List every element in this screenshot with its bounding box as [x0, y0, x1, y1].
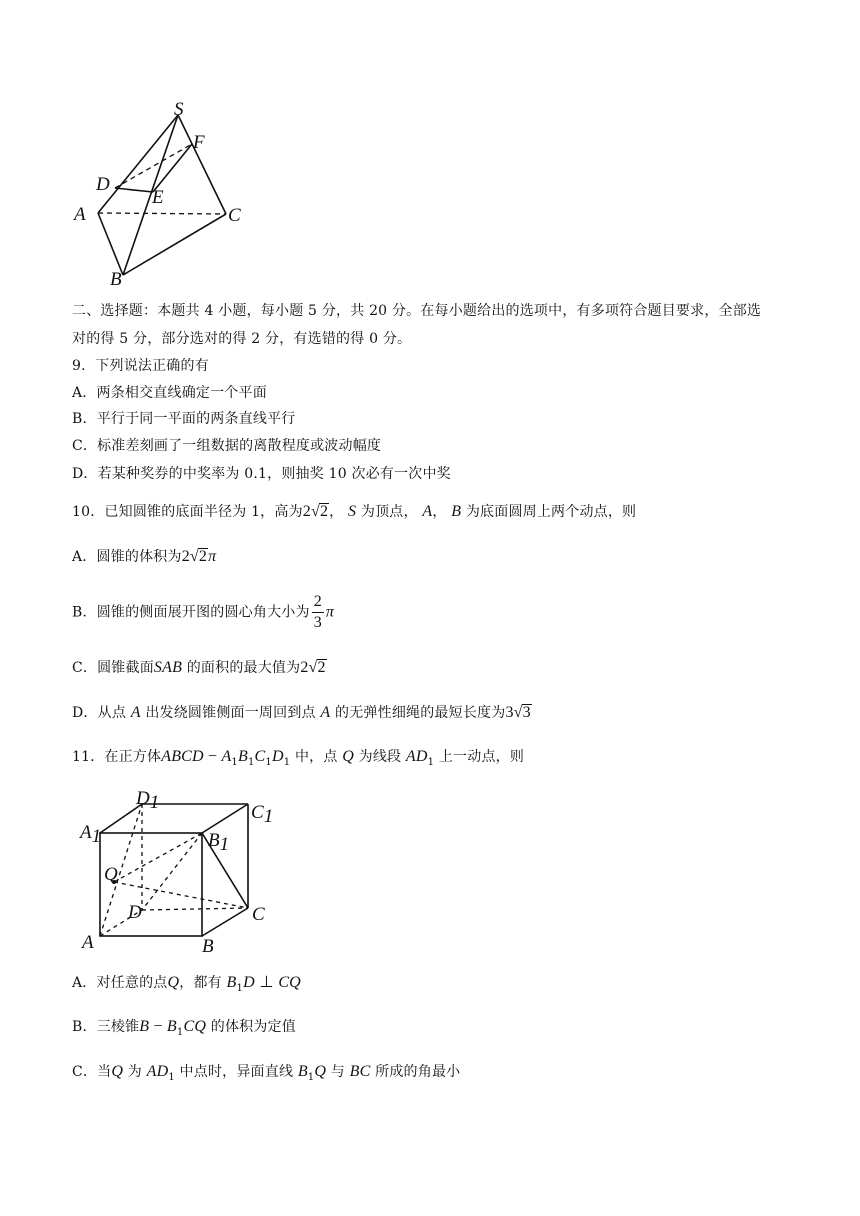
q10-vertex-S: S [348, 503, 357, 520]
label-B1: B1 [208, 830, 230, 855]
edge-BC [123, 214, 226, 275]
section-heading-line1: 二、选择题：本题共 4 小题，每小题 5 分，共 20 分。在每小题给出的选项中，有多项符合题目要求，全部选 [72, 303, 762, 319]
edge-SB [123, 115, 178, 275]
segment-DF-hidden [115, 144, 192, 188]
label-S: S [174, 100, 184, 120]
q9-option-d: D．若某种奖券的中奖率为 0.1，则抽奖 10 次必有一次中奖 [72, 466, 451, 482]
segment-EF [153, 144, 192, 192]
label-D: D [96, 174, 110, 195]
label-C: C [252, 904, 265, 925]
cube-figure [76, 788, 286, 958]
q10-stem: 10．已知圆锥的底面半径为 1，高为2√2， S 为顶点， A， B 为底面圆周上两个动点，则 [72, 503, 637, 520]
label-F: F [193, 132, 205, 153]
label-B: B [110, 269, 122, 290]
q10-option-b: B．圆锥的侧面展开图的圆心角大小为 $\frac{2}{3}$ π [72, 593, 335, 631]
label-A: A [82, 932, 94, 953]
label-B: B [202, 936, 214, 957]
edge-AB [98, 213, 123, 275]
q10-height-coef: 2 [302, 503, 311, 520]
q11-option-c: C．当Q 为 $AD_1$ 中点时，异面直线 $B_1Q$ 与 BC 所成的角最小 [72, 1063, 461, 1083]
edge-BC [202, 908, 248, 936]
edge-SC [178, 115, 226, 214]
q11-option-b: B．三棱锥$B - B_1CQ$ 的体积为定值 [72, 1018, 296, 1038]
q10-stem-text-a: 10．已知圆锥的底面半径为 1，高为 [72, 504, 303, 520]
q10-option-d: D．从点 A 出发绕圆锥侧面一周回到点 A 的无弹性细绳的最短长度为3√3 [72, 704, 531, 721]
q10-option-c: C．圆锥截面SAB 的面积的最大值为2√2 [72, 659, 326, 676]
q10-option-a: A．圆锥的体积为2√2π [72, 548, 217, 565]
q9-option-c: C．标准差刻画了一组数据的离散程度或波动幅度 [72, 438, 382, 454]
q10-fraction: $\frac{2}{3}$ [313, 593, 322, 631]
q10-point-A: A [422, 503, 433, 520]
segment-DE [115, 188, 153, 192]
q9-stem: 9．下列说法正确的有 [72, 358, 209, 374]
label-Q: Q [104, 864, 118, 885]
q9-option-a: A．两条相交直线确定一个平面 [72, 385, 267, 401]
pyramid-figure [66, 100, 266, 290]
label-D: D [128, 902, 142, 923]
q10-height-radicand: 2 [319, 503, 329, 520]
label-E: E [152, 187, 164, 208]
edge-AC-hidden [98, 213, 226, 214]
edge-SA [98, 115, 178, 213]
label-A1: A1 [80, 822, 102, 847]
segment-QB1-hidden [114, 833, 202, 882]
label-A: A [74, 204, 86, 225]
q11-stem: 11．在正方体ABCD − $A_1B_1C_1D_1$ 中，点 Q 为线段 $AD_1$ 上一动点，则 [72, 748, 525, 768]
cube-diagram [76, 788, 286, 958]
edge-B1C1 [202, 804, 248, 833]
q10-point-B: B [451, 503, 462, 520]
label-C1: C1 [251, 802, 274, 827]
edge-DC-hidden [142, 908, 248, 910]
segment-B1D-hidden [142, 833, 202, 910]
q11-option-a: A．对任意的点Q，都有 $B_1D$ ⊥ CQ [72, 974, 301, 994]
q9-option-b: B．平行于同一平面的两条直线平行 [72, 411, 296, 427]
label-C: C [228, 205, 241, 226]
label-D1: D1 [136, 788, 160, 813]
pyramid-diagram [66, 100, 266, 290]
section-heading-line2: 对的得 5 分，部分选对的得 2 分，有选错的得 0 分。 [72, 331, 412, 347]
